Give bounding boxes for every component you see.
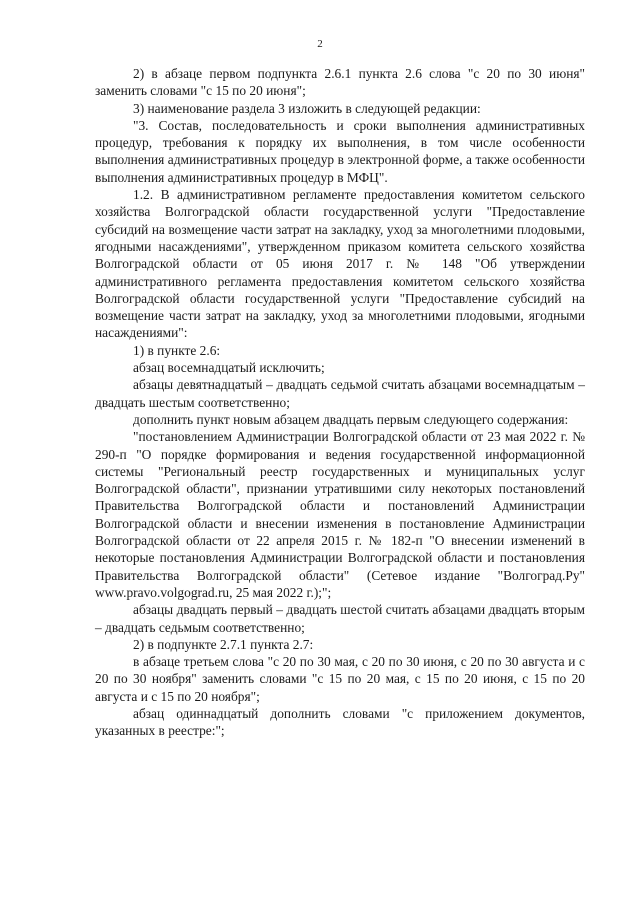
paragraph-exclude-18: абзац восемнадцатый исключить; bbox=[133, 360, 325, 376]
document-body bbox=[95, 65, 585, 740]
paragraph-resolution-text: "постановлением Администрации Волгоградской области от 23 мая 2022 г. № 290-п "О порядке формирования и ведения государственной информационной системы "Региональный реестр государственных и муниципальных услуг Волгоградской области", признании утратившими силу некоторых постановлений Правительства Волгоградской области и постановлений Администрации Волгоградской области и внесении изменения в постановление Администрации Волгоградской области от 22 апреля 2015 г. № 182-п "О внесении изменений в некоторые постановления Администрации Волгоградской области и постановления Правительства Волгоградской области" (Сетевое издание "Волгоград.Ру" www.pravo.volgograd.ru, 25 мая 2022 г.);"; bbox=[95, 429, 585, 600]
paragraph-point-2-6: 1) в пункте 2.6: bbox=[133, 342, 221, 358]
paragraph-item-2: 2) в абзаце первом подпункта 2.6.1 пункта 2.6 слова "с 20 по 30 июня" заменить словами "с 15 по 20 июня"; bbox=[95, 66, 585, 99]
paragraph-renumber-19-27: абзацы девятнадцатый – двадцать седьмой считать абзацами восемнадцатым – двадцать шестым соответственно; bbox=[95, 377, 585, 410]
paragraph-add-new-21: дополнить пункт новым абзацем двадцать первым следующего содержания: bbox=[133, 411, 569, 427]
paragraph-third-abzac: в абзаце третьем слова "с 20 по 30 мая, с 20 по 30 июня, с 20 по 30 августа и с 20 по 30 ноября" заменить словами "с 15 по 20 мая, с 15 по 20 июня, с 15 по 20 августа и с 15 по 20 ноября"; bbox=[95, 654, 585, 704]
paragraph-clause-1-2: 1.2. В административном регламенте предоставления комитетом сельского хозяйства Волгоградской области государственной услуги "Предоставление субсидий на возмещение части затрат на закладку, уход за многолетними плодовыми, ягодными насаждениями", утвержденном приказом комитета сельского хозяйства Волгоградской области от 05 июня 2017 г. № 148 "Об утверждении административного регламента предоставления комитетом сельского хозяйства Волгоградской области государственной услуги "Предоставление субсидий на возмещение части затрат на закладку, уход за многолетними плодовыми, ягодными насаждениями": bbox=[95, 187, 585, 341]
paragraph-subpoint-2-7-1: 2) в подпункте 2.7.1 пункта 2.7: bbox=[133, 636, 314, 652]
paragraph-item-3: 3) наименование раздела 3 изложить в следующей редакции: bbox=[133, 100, 481, 116]
paragraph-renumber-21-26: абзацы двадцать первый – двадцать шестой считать абзацами двадцать вторым – двадцать седьмым соответственно; bbox=[95, 602, 585, 635]
page-number: 2 bbox=[317, 38, 323, 50]
paragraph-section-3-title: "3. Состав, последовательность и сроки выполнения административных процедур, требования к порядку их выполнения, в том числе особенности выполнения административных процедур в электронной форме, а также особенности выполнения административных процедур в МФЦ". bbox=[95, 117, 585, 185]
paragraph-eleventh-abzac: абзац одиннадцатый дополнить словами "с приложением документов, указанных в реестре:"; bbox=[95, 705, 585, 739]
